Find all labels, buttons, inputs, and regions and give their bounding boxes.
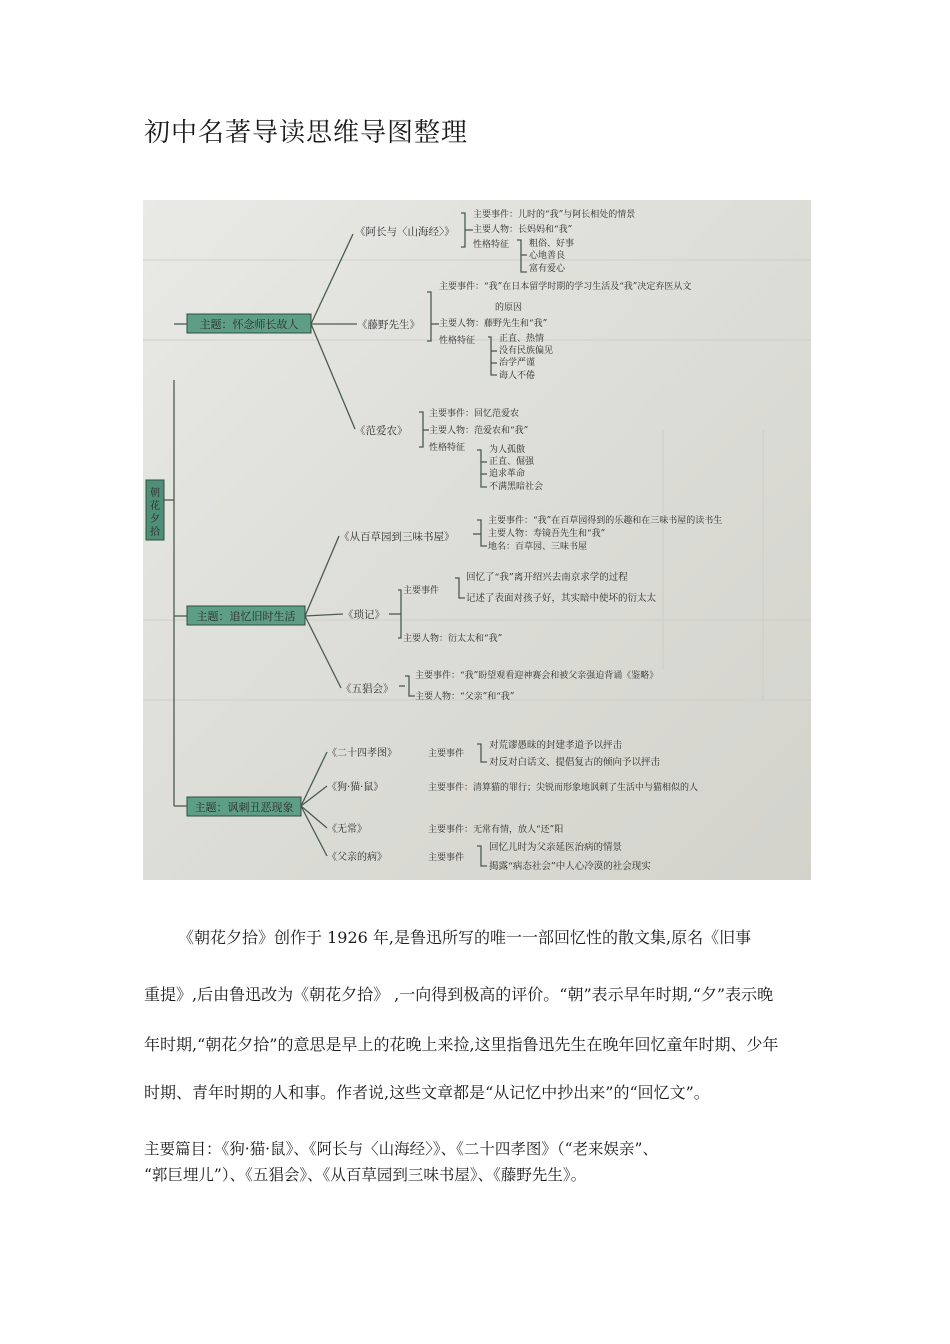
intro-paragraph-line-2: 重提》,后由鲁迅改为《朝花夕拾》 ,一向得到极高的评价。“朝”表示早年时期,“夕”表示晚	[144, 985, 774, 1004]
work-title: 《二十四孝图》	[327, 748, 397, 759]
main-titles-line-2: “郭巨埋儿”）、《五猖会》、《从百草园到三味书屋》、《藤野先生》。	[144, 1166, 587, 1184]
intro-paragraph-line-4: 时期、青年时期的人和事。作者说,这些文章都是“从记忆中抄出来”的“回忆文”。	[144, 1083, 710, 1102]
work-event: 主要事件：“我”在百草园得到的乐趣和在三味书屋的读书生	[488, 516, 723, 526]
work-event-item: 回忆了“我”离开绍兴去南京求学的过程	[466, 572, 628, 583]
work-event-item: 对反对白话文、提倡复古的倾向予以抨击	[489, 757, 661, 768]
work-event: 主要事件：儿时的“我”与阿长相处的情景	[473, 210, 636, 220]
root-label-4: 拾	[150, 527, 160, 538]
work-people: 主要人物：范爱农和“我”	[429, 426, 529, 436]
work-people: 主要人物：“父亲”和“我”	[415, 692, 515, 702]
theme-label-1: 主题：怀念师长故人	[199, 318, 299, 331]
work-event-item: 回忆儿时为父亲延医治病的情景	[489, 842, 623, 853]
trait: 追求革命	[489, 469, 526, 479]
mindmap-photo	[143, 200, 811, 880]
work-event-item: 揭露“病态社会”中人心冷漠的社会现实	[489, 861, 651, 872]
root-label-3: 夕	[150, 514, 160, 525]
work-event-label: 主要事件	[403, 586, 440, 596]
trait: 治学严谨	[499, 358, 536, 368]
trait-label: 性格特征	[473, 240, 510, 250]
work-event-item: 记述了表面对孩子好，其实暗中使坏的衍太太	[466, 593, 657, 604]
work-place: 地名：百草园、三味书屋	[488, 542, 588, 552]
work-event: 主要事件：回忆范爱农	[429, 409, 520, 419]
work-event-label: 主要事件	[428, 749, 465, 759]
work-title: 《藤野先生》	[357, 319, 420, 331]
work-event: 主要事件：“我”在日本留学时期的学习生活及“我”决定弃医从文	[439, 282, 692, 292]
work-title: 《琐记》	[343, 609, 385, 621]
trait: 不满黑暗社会	[489, 482, 544, 492]
work-people: 主要人物：长妈妈和“我”	[473, 225, 573, 235]
work-event: 主要事件：无常有情，放人“还”阳	[428, 825, 564, 835]
trait: 诲人不倦	[499, 371, 536, 381]
trait-label: 性格特征	[429, 443, 466, 453]
work-title: 《范爱农》	[355, 425, 408, 437]
work-title: 《无常》	[327, 824, 367, 835]
work-title: 《阿长与〈山海经〉》	[355, 226, 455, 238]
work-title: 《从百草园到三味书屋》	[339, 531, 455, 543]
work-event-cont: 的原因	[495, 303, 523, 313]
main-titles-line-1: 主要篇目：《狗·猫·鼠》、《阿长与〈山海经〉》、《二十四孝图》（“老来娱亲”、	[144, 1140, 658, 1158]
trait: 富有爱心	[529, 264, 566, 274]
trait: 粗俗、好事	[529, 239, 575, 249]
trait: 没有民族偏见	[499, 346, 554, 356]
page-title: 初中名著导读思维导图整理	[144, 118, 469, 148]
intro-paragraph-line-3: 年时期,“朝花夕拾”的意思是早上的花晚上来捡,这里指鲁迅先生在晚年回忆童年时期、少年	[144, 1035, 779, 1054]
trait: 心地善良	[529, 251, 566, 261]
work-people: 主要人物：藤野先生和“我”	[439, 319, 548, 329]
theme-label-2: 主题：追忆旧时生活	[196, 610, 296, 623]
work-people: 主要人物：寿镜吾先生和“我”	[488, 529, 606, 539]
trait: 正直、热情	[499, 334, 545, 344]
root-label-2: 花	[150, 501, 160, 512]
root-label-1: 朝	[150, 488, 160, 499]
work-event: 主要事件：清算猫的罪行；尖锐而形象地讽刺了生活中与猫相似的人	[428, 783, 699, 793]
trait-label: 性格特征	[439, 336, 476, 346]
intro-paragraph-line-1: 《朝花夕拾》创作于 1926 年,是鲁迅所写的唯一一部回忆性的散文集,原名《旧事	[178, 928, 752, 947]
trait: 正直、倔强	[489, 457, 535, 467]
work-event-label: 主要事件	[428, 853, 465, 863]
work-people: 主要人物：衍太太和“我”	[403, 634, 503, 644]
work-title: 《五猖会》	[341, 683, 394, 695]
work-event: 主要事件：“我”盼望观看迎神赛会和被父亲强迫背诵《鉴略》	[415, 671, 659, 681]
work-title: 《父亲的病》	[327, 852, 387, 863]
work-title: 《狗·猫·鼠》	[327, 782, 384, 793]
mindmap-svg	[143, 200, 811, 880]
work-event-item: 对荒谬愚昧的封建孝道予以抨击	[489, 740, 623, 751]
trait: 为人孤傲	[489, 445, 526, 455]
theme-label-3: 主题：讽刺丑恶现象	[194, 801, 294, 814]
